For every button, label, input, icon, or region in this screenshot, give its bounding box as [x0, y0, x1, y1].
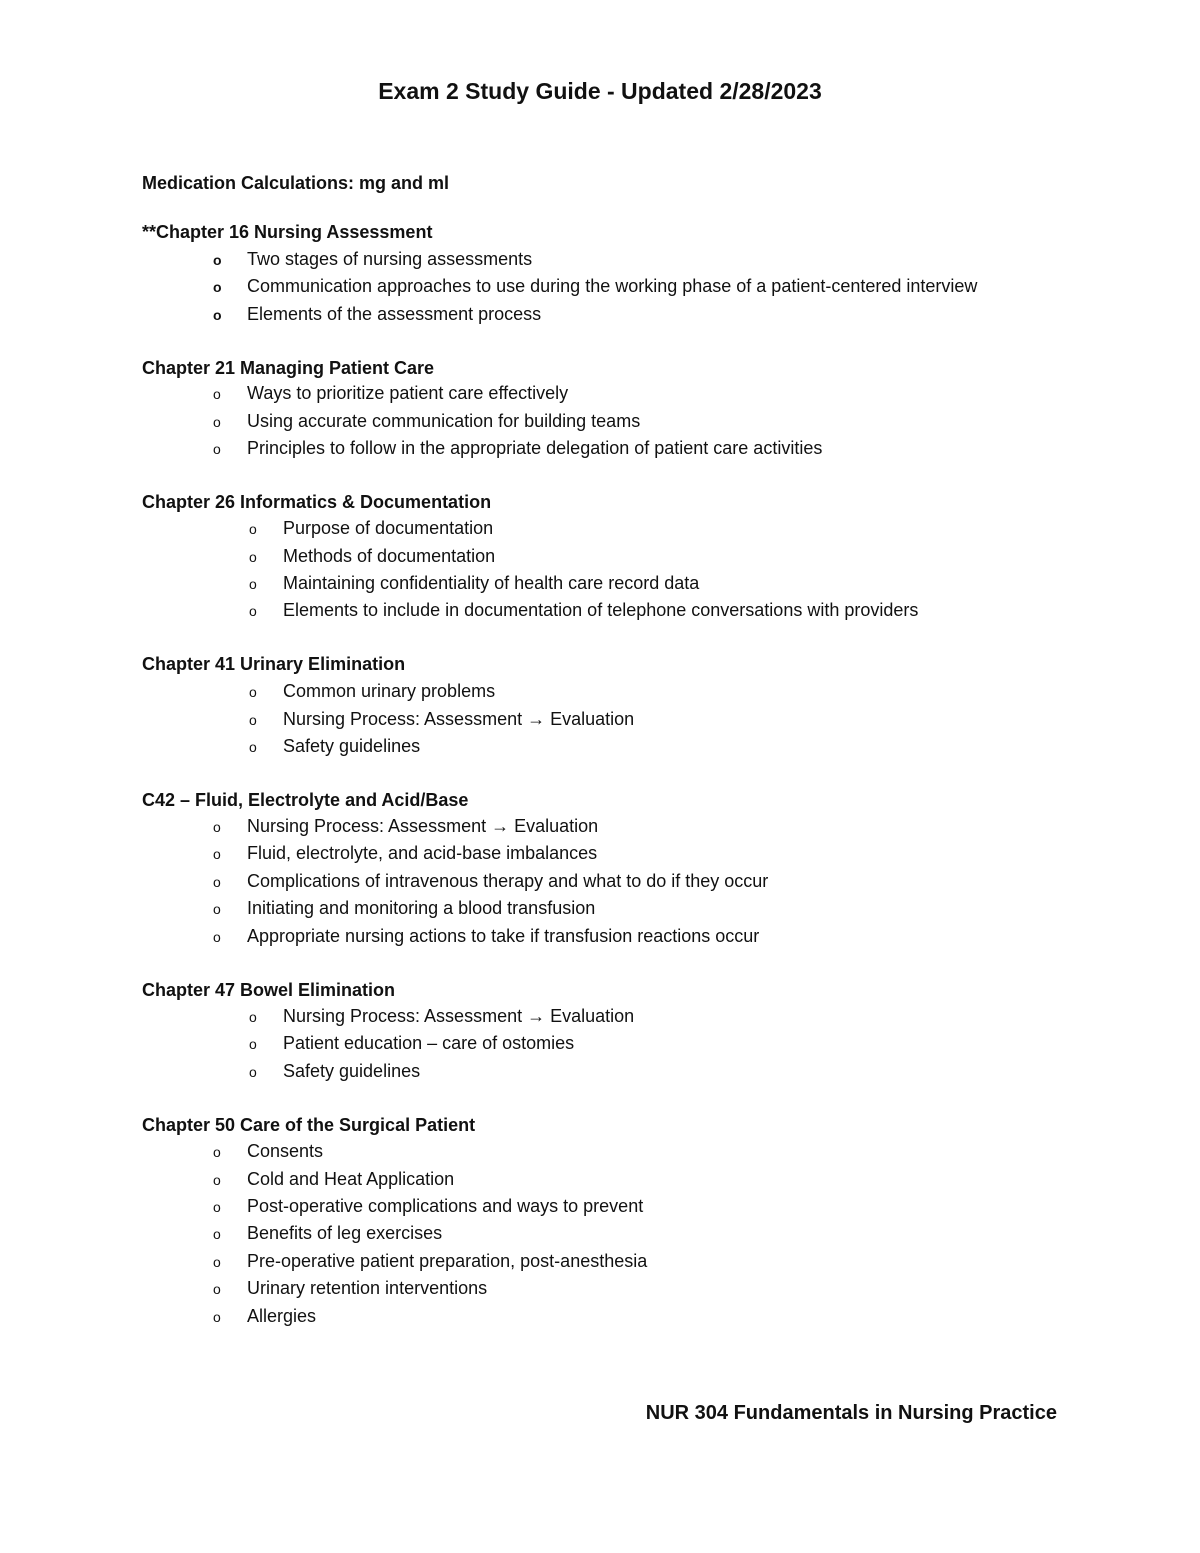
- list-item: Using accurate communication for building teams: [247, 411, 641, 431]
- list-item: Principles to follow in the appropriate delegation of patient care activities: [247, 438, 823, 458]
- list-bullet: o: [213, 279, 222, 295]
- list-bullet: o: [213, 1144, 221, 1160]
- page-title: Exam 2 Study Guide - Updated 2/28/2023: [378, 78, 822, 104]
- list-item: Initiating and monitoring a blood transfusion: [247, 898, 596, 918]
- list-item: Patient education – care of ostomies: [283, 1033, 575, 1053]
- list-bullet: o: [213, 386, 221, 402]
- section-heading: Chapter 21 Managing Patient Care: [142, 358, 435, 378]
- list-bullet: o: [213, 874, 221, 890]
- list-bullet: o: [213, 441, 221, 457]
- list-bullet: o: [213, 252, 222, 268]
- list-bullet: o: [213, 1309, 221, 1325]
- list-item: Maintaining confidentiality of health care record data: [283, 573, 700, 593]
- list-item: Urinary retention interventions: [247, 1278, 488, 1298]
- list-bullet: o: [213, 1281, 221, 1297]
- list-item: Two stages of nursing assessments: [247, 249, 533, 269]
- section-heading: **Chapter 16 Nursing Assessment: [142, 222, 433, 242]
- list-bullet: o: [213, 1199, 221, 1215]
- list-item: Nursing Process: Assessment → Evaluation: [247, 816, 599, 836]
- section-heading: C42 – Fluid, Electrolyte and Acid/Base: [142, 790, 469, 810]
- list-bullet: o: [249, 1036, 257, 1052]
- list-bullet: o: [213, 1254, 221, 1270]
- list-bullet: o: [249, 1064, 257, 1080]
- list-bullet: o: [213, 846, 221, 862]
- list-bullet: o: [249, 521, 257, 537]
- list-item: Nursing Process: Assessment → Evaluation: [283, 709, 635, 729]
- list-item: Methods of documentation: [283, 546, 496, 566]
- section-heading: Chapter 26 Informatics & Documentation: [142, 492, 492, 512]
- list-bullet: o: [213, 901, 221, 917]
- list-item: Communication approaches to use during the working phase of a patient-centered interview: [247, 276, 978, 296]
- list-item: Appropriate nursing actions to take if transfusion reactions occur: [247, 926, 760, 946]
- list-item: Purpose of documentation: [283, 518, 494, 538]
- list-item: Safety guidelines: [283, 736, 421, 756]
- list-item: Ways to prioritize patient care effectively: [247, 383, 569, 403]
- list-item: Benefits of leg exercises: [247, 1223, 443, 1243]
- list-bullet: o: [249, 739, 257, 755]
- list-item: Cold and Heat Application: [247, 1169, 455, 1189]
- list-item: Pre-operative patient preparation, post-anesthesia: [247, 1251, 648, 1271]
- list-bullet: o: [213, 819, 221, 835]
- list-item: Elements of the assessment process: [247, 304, 542, 324]
- list-bullet: o: [213, 1226, 221, 1242]
- section-heading: Chapter 41 Urinary Elimination: [142, 654, 406, 674]
- list-item: Safety guidelines: [283, 1061, 421, 1081]
- list-item: Post-operative complications and ways to prevent: [247, 1196, 644, 1216]
- list-item: Complications of intravenous therapy and what to do if they occur: [247, 871, 769, 891]
- list-bullet: o: [249, 549, 257, 565]
- list-bullet: o: [213, 929, 221, 945]
- section-heading: Chapter 47 Bowel Elimination: [142, 980, 396, 1000]
- list-bullet: o: [213, 1172, 221, 1188]
- list-item: Fluid, electrolyte, and acid-base imbalances: [247, 843, 598, 863]
- list-bullet: o: [249, 684, 257, 700]
- list-item: Elements to include in documentation of telephone conversations with providers: [283, 600, 919, 620]
- list-bullet: o: [249, 576, 257, 592]
- list-item: Allergies: [247, 1306, 317, 1326]
- section-heading: Chapter 50 Care of the Surgical Patient: [142, 1115, 476, 1135]
- list-item: Common urinary problems: [283, 681, 496, 701]
- list-item: Consents: [247, 1141, 324, 1161]
- course-footer: NUR 304 Fundamentals in Nursing Practice: [645, 1402, 1057, 1424]
- list-bullet: o: [249, 1009, 257, 1025]
- list-bullet: o: [213, 414, 221, 430]
- list-item: Nursing Process: Assessment → Evaluation: [283, 1006, 635, 1026]
- list-bullet: o: [249, 712, 257, 728]
- list-bullet: o: [249, 603, 257, 619]
- intro-heading: Medication Calculations: mg and ml: [142, 173, 450, 193]
- list-bullet: o: [213, 307, 222, 323]
